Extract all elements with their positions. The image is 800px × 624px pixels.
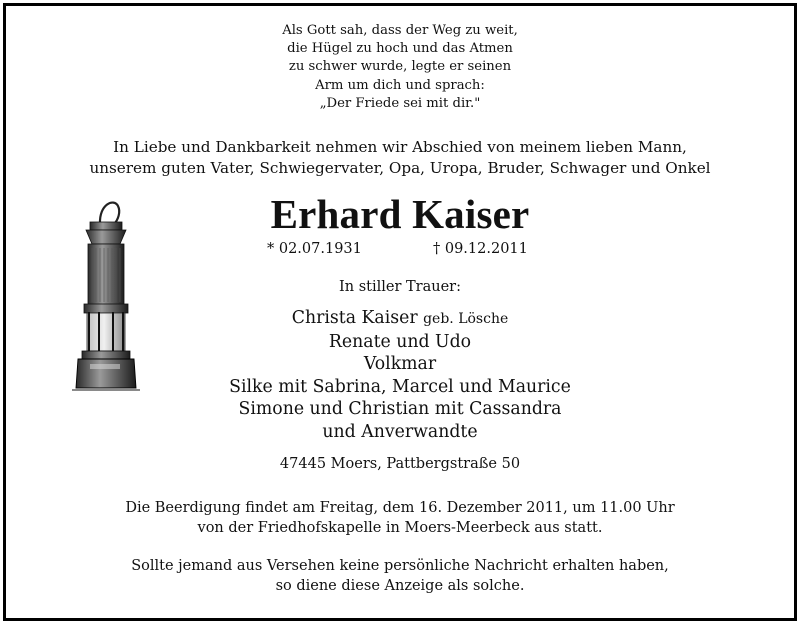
poem bbox=[0, 22, 800, 113]
intro-line: unserem guten Vater, Schwiegervater, Opa, Uropa, Bruder, Schwager und Onkel bbox=[89, 158, 711, 177]
poem-line: Arm um dich und sprach: bbox=[315, 77, 485, 93]
note-line: so diene diese Anzeige als solche. bbox=[275, 578, 525, 594]
birth-date: * 02.07.1931 bbox=[267, 241, 362, 257]
note-line: Sollte jemand aus Versehen keine persönliche Nachricht erhalten haben, bbox=[131, 558, 669, 574]
funeral-line: von der Friedhofskapelle in Moers-Meerbeck aus statt. bbox=[197, 520, 603, 536]
family-line: und Anverwandte bbox=[322, 421, 478, 442]
poem-line: zu schwer wurde, legte er seinen bbox=[288, 59, 512, 75]
address: 47445 Moers, Pattbergstraße 50 bbox=[279, 456, 521, 472]
family-line: Silke mit Sabrina, Marcel und Maurice bbox=[229, 376, 571, 397]
family-line: Simone und Christian mit Cassandra bbox=[238, 399, 562, 420]
intro-line: In Liebe und Dankbarkeit nehmen wir Abschied von meinem lieben Mann, bbox=[113, 138, 687, 156]
closing-note bbox=[0, 556, 800, 596]
death-date: † 09.12.2011 bbox=[433, 241, 528, 257]
funeral-line: Die Beerdigung findet am Freitag, dem 16. Dezember 2011, um 11.00 Uhr bbox=[125, 500, 675, 516]
poem-line: Als Gott sah, dass der Weg zu weit, bbox=[282, 23, 518, 38]
poem-line: „Der Friede sei mit dir." bbox=[319, 95, 481, 111]
family-list bbox=[0, 307, 800, 444]
family-line: Volkmar bbox=[363, 354, 437, 375]
mourning-label: In stiller Trauer: bbox=[339, 279, 461, 295]
family-line: Renate und Udo bbox=[328, 331, 472, 352]
funeral-info bbox=[0, 498, 800, 538]
intro-text bbox=[0, 137, 800, 178]
deceased-name: Erhard Kaiser bbox=[270, 191, 530, 237]
maiden-name: geb. Lösche bbox=[423, 311, 509, 327]
poem-line: die Hügel zu hoch und das Atmen bbox=[287, 41, 513, 57]
widow-name: Christa Kaiser bbox=[291, 308, 418, 328]
family-line bbox=[0, 307, 800, 331]
